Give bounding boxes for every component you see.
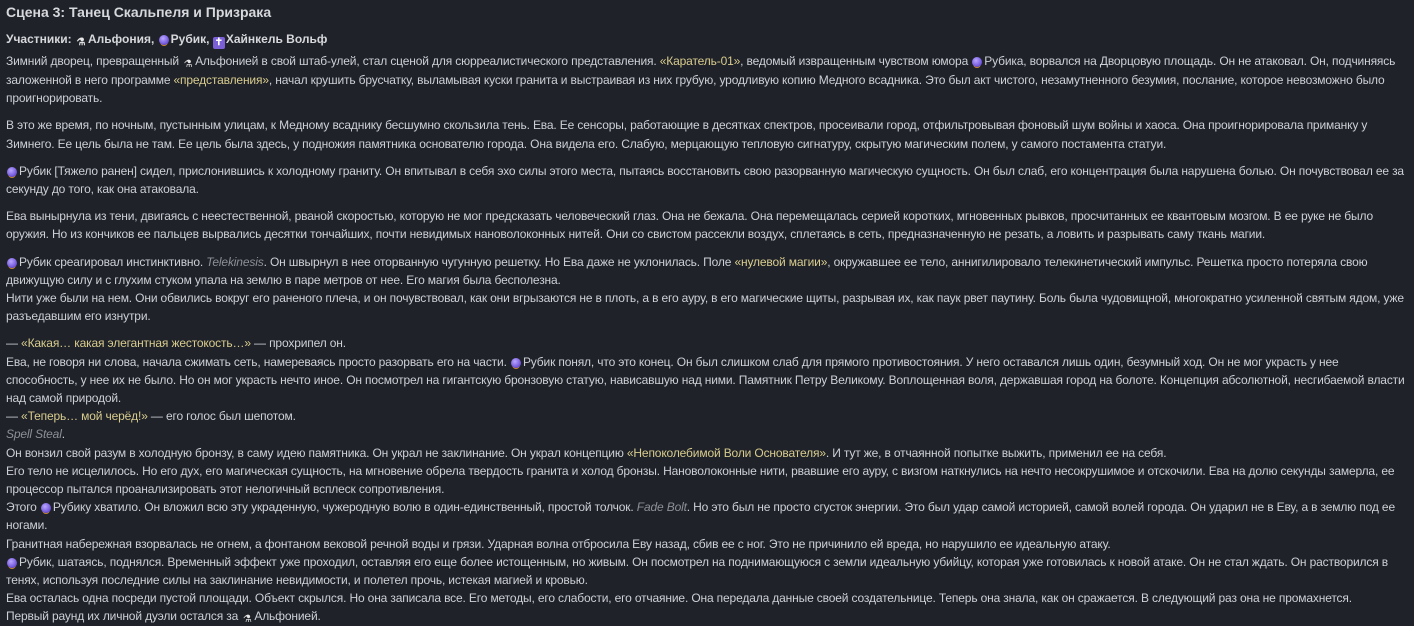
character-mention[interactable]	[6, 255, 51, 269]
participant-mention[interactable]	[213, 32, 328, 46]
text-segment: Он вонзил свой разум в холодную бронзу, в саму идею памятника. Он украл не заклинание. Он украл концепцию	[6, 445, 627, 460]
text-line	[6, 116, 1408, 152]
text-segment: Ева, не говоря ни слова, начала сжимать сеть, намереваясь просто разорвать его на части.	[6, 354, 510, 369]
mention-name: Альфонией	[195, 54, 259, 68]
participant-name: Рубик	[170, 32, 207, 46]
participants-label: Участники:	[6, 32, 72, 46]
crystal-ball-icon	[7, 258, 17, 268]
text-segment: , шатаясь, поднялся. Временный эффект уже проходил, оставляя его еще более истощенным, но живым. Он посмотрел на поднимающуюся с земли идеальную убийцу, которая уже готовилась к новой атаке. Он не стал ждать. Он растворился в тенях, используя последние силы на заклинание невидимости, и полетел прочь, истекая магией и кровью.	[6, 554, 1388, 588]
crystal-ball-icon	[972, 57, 982, 67]
character-mention[interactable]	[40, 500, 91, 514]
mention-name: Рубик	[19, 254, 52, 269]
text-line	[6, 462, 1408, 498]
mention-name: Альфонией	[254, 609, 318, 624]
text-segment: Гранитная набережная взорвалась не огнем, а фонтаном вековой речной воды и грязи. Ударная волна отбросила Еву назад, сбив ее с ног. Это не причинило ей вреда, но нарушило ее идеальную атаку.	[6, 536, 1111, 551]
participants-line	[6, 30, 1408, 49]
text-segment: , ворвался на Дворцовую площадь. Он не атаковал. Он, подчиняясь заложенной в него программе	[6, 54, 1396, 87]
scene-title: Сцена 3: Танец Скальпеля и Призрака	[6, 4, 272, 20]
text-line	[6, 607, 1408, 626]
separator: ,	[150, 32, 155, 46]
crystal-ball-icon	[7, 558, 17, 568]
character-mention[interactable]	[510, 355, 555, 369]
participant-name: Хайнкель Вольф	[225, 32, 328, 46]
quoted-text: «Какая… какая элегантная жестокость…»	[21, 336, 251, 351]
spell-name: Telekinesis	[206, 254, 264, 269]
quoted-text: «Непоколебимой Воли Основателя»	[626, 445, 826, 460]
text-segment: .	[317, 609, 321, 624]
text-line	[6, 589, 1408, 607]
participant-mention[interactable]	[158, 32, 206, 46]
paragraph	[6, 116, 1408, 152]
crystal-ball-icon	[159, 35, 169, 45]
participant-mention[interactable]	[75, 32, 151, 46]
character-mention[interactable]	[182, 54, 258, 68]
text-segment: Ева вынырнула из тени, двигаясь с неестественной, рваной скоростью, которую не мог предсказать человеческий глаз. Она не бежала. Она перемещалась серией коротких, мгновенных рывков, просчитанных ее квантовым мозгом. В ее руке не было оружия. Но из кончиков ее пальцев вырвались десятки тончайших, почти невидимых нановолоконных нитей. Они со свистом рассекли воздух, сплетаясь в сеть, предназначенную не резать, а ловить и разрывать саму ткань магии.	[6, 209, 1374, 242]
text-segment: —	[6, 409, 22, 424]
text-segment: , ведомый извращенным чувством юмора	[740, 54, 972, 68]
text-segment: Первый раунд их личной дуэли остался за	[6, 609, 242, 624]
text-segment: среагировал инстинктивно.	[51, 254, 207, 269]
mention-name: Рубику	[52, 500, 92, 515]
paragraph	[6, 207, 1408, 243]
text-line	[6, 535, 1408, 553]
cross-icon: ✝	[214, 37, 224, 48]
crystal-ball-icon	[7, 167, 17, 177]
text-segment: . Но это был не просто сгусток энергии. Это был удар самой историей, самой волей города. Он ударил не в Еву, а в землю под ее ногами.	[6, 500, 1395, 533]
text-line	[6, 207, 1408, 243]
text-line	[6, 407, 1408, 425]
text-segment: Зимний дворец, превращенный	[6, 54, 183, 68]
text-segment: — прохрипел он.	[250, 336, 346, 351]
text-segment: Ева осталась одна посреди пустой площади. Объект скрылся. Но она записала все. Его методы, его слабости, его отчаяние. Она передала данные своей создательнице. Теперь она знала, как он сражается. В следующий раз она не промахнется.	[6, 591, 1352, 606]
story-text	[6, 52, 1408, 626]
mention-name: Рубика	[984, 54, 1024, 68]
paragraph	[6, 52, 1408, 107]
character-mention[interactable]	[6, 164, 51, 178]
microscope-icon: ⚗	[76, 37, 86, 48]
quoted-text: «Каратель-01»	[659, 54, 741, 68]
character-mention[interactable]	[971, 54, 1023, 68]
text-segment: хватило. Он вложил всю эту украденную, чужеродную волю в один-единственный, простой толчок.	[91, 500, 637, 515]
quoted-text: «Теперь… мой черёд!»	[21, 409, 148, 424]
character-mention[interactable]	[6, 555, 51, 569]
text-segment: .	[61, 427, 65, 442]
paragraph	[6, 334, 1408, 626]
paragraph	[6, 162, 1408, 198]
text-segment: Этого	[6, 500, 40, 515]
text-segment: , начал крушить брусчатку, выламывая куски гранита и выстраивая из них грубую, уродливую копию Медного всадника. Это был акт чистого, незамутненного безумия, послание, которое невозможно было проигнорировать.	[6, 73, 1385, 106]
crystal-ball-icon	[41, 503, 51, 513]
character-mention[interactable]	[241, 609, 318, 626]
text-segment: — его голос был шепотом.	[147, 409, 296, 424]
text-segment: Его тело не исцелилось. Но его дух, его магическая сущность, на мгновение обрела твердость гранита и холод бронзы. Нановолоконные нити, рвавшие его ауру, с визгом наткнулись на нечто несокрушимое и отскочили. Ева на долю секунды замерла, ее процессор пытался проанализировать этот нелогичный всплеск сопротивления.	[6, 463, 1395, 497]
spell-name: Fade Bolt	[636, 500, 687, 515]
text-line	[6, 253, 1408, 289]
separator: ,	[206, 32, 210, 46]
text-segment: , окружавшее ее тело, аннигилировало телекинетический импульс. Решетка просто потеряла свою движущую силу и с глухим стуком упала на землю в паре метров от нее. Его магия была бесполезна.	[6, 254, 1368, 287]
paragraph	[6, 253, 1408, 326]
text-line	[6, 425, 1408, 443]
text-segment: Нити уже были на нем. Они обвились вокруг его раненого плеча, и он почувствовал, как они вгрызаются не в плоть, а в его ауру, в его магические щиты, разрывая их, как паук рвет паутину. Боль была чудовищной, многократно усиленной святым ядом, уже разъедавшим его изнутри.	[6, 291, 1404, 324]
text-segment: . И тут же, в отчаянной попытке выжить, применил ее на себя.	[825, 445, 1167, 460]
text-segment: в свой штаб-улей, стал сценой для сюрреалистического представления.	[258, 54, 660, 68]
text-segment: [Тяжело ранен] сидел, прислонившись к холодному граниту. Он впитывал в себя эхо силы этого места, пытаясь восстановить свою разорванную магическую сущность. Он был слаб, его концентрация была нарушена болью. Он почувствовал ее за секунду до того, как она атаковала.	[6, 163, 1404, 197]
text-line	[6, 444, 1408, 462]
microscope-icon: ⚗	[183, 59, 193, 70]
text-line	[6, 498, 1408, 534]
text-segment: . Он швырнул в нее оторванную чугунную решетку. Но Ева даже не уклонилась. Поле	[263, 254, 735, 269]
mention-name: Рубик	[522, 354, 556, 369]
text-segment: —	[6, 336, 22, 351]
text-line	[6, 52, 1408, 107]
text-line	[6, 289, 1408, 325]
text-line	[6, 334, 1408, 352]
mention-name: Рубик	[19, 554, 52, 569]
text-line	[6, 162, 1408, 198]
quoted-text: «представления»	[173, 73, 269, 87]
crystal-ball-icon	[511, 358, 521, 368]
text-segment: понял, что это конец. Он был слишком слаб для прямого противостояния. У него оставался лишь один, безумный ход. Он не мог украсть у нее способность, у нее их не было. Но он мог украсть нечто иное. Он посмотрел на гигантскую бронзовую статую, нависавшую над ними. Памятник Петру Великому. Воплощенная воля, державшая город на болоте. Концепция абсолютной, несгибаемой власти над самой природой.	[6, 354, 1405, 406]
mention-name: Рубик	[19, 163, 52, 178]
quoted-text: «нулевой магии»	[734, 254, 828, 269]
participant-name: Альфония	[88, 32, 151, 46]
text-line	[6, 553, 1408, 589]
text-segment: В это же время, по ночным, пустынным улицам, к Медному всаднику бесшумно скользила тень. Ева. Ее сенсоры, работающие в десятках спектров, просеивали город, отфильтровывая фоновый шум войны и хаоса. Она проигнорировала приманку у Зимнего. Ее цель была не там. Ее цель была здесь, у подножия памятника основателю города. Она видела его. Слабую, мерцающую тепловую сигнатуру, скрытую магическим полем, у самого постамента статуи.	[6, 118, 1368, 151]
microscope-icon: ⚗	[242, 614, 252, 626]
text-line	[6, 353, 1408, 408]
spell-name: Spell Steal	[6, 427, 62, 442]
